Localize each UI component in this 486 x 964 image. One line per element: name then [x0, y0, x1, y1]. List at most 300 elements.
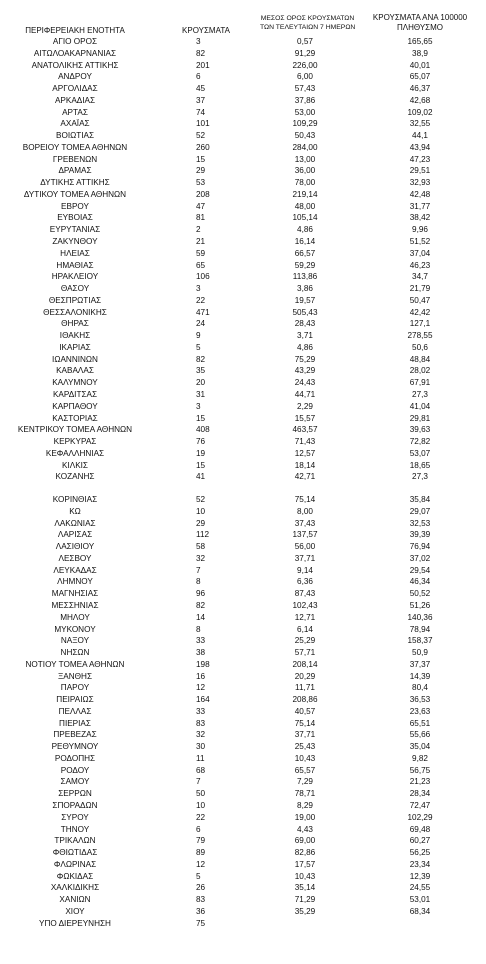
table-row [0, 342, 486, 354]
region-cell: ΜΑΓΝΗΣΙΑΣ [51, 589, 99, 599]
table-row [0, 718, 486, 730]
cases-cell: 15 [196, 460, 206, 470]
avg7-cell: 7,29 [297, 777, 313, 787]
per100k-cell: 29,81 [409, 413, 431, 423]
table-row [0, 494, 486, 506]
table-row [0, 529, 486, 541]
region-cell: ΙΘΑΚΗΣ [59, 331, 91, 341]
per100k-cell: 56,25 [409, 848, 431, 858]
avg7-cell: 0,57 [297, 37, 313, 46]
cases-cell: 471 [196, 307, 210, 317]
per100k-cell: 28,34 [409, 789, 431, 799]
cases-cell: 81 [196, 213, 206, 223]
per100k-cell: 48,84 [409, 354, 431, 364]
avg7-cell: 18,14 [294, 460, 316, 470]
per100k-cell: 39,63 [409, 425, 431, 435]
table-row [0, 518, 486, 530]
table-row [0, 682, 486, 694]
region-cell: ΙΚΑΡΙΑΣ [59, 342, 91, 352]
per100k-cell: 35,84 [409, 495, 431, 505]
per100k-cell: 109,02 [407, 107, 433, 117]
region-cell: ΛΕΥΚΑΔΑΣ [53, 565, 97, 575]
per100k-cell: 51,26 [409, 600, 431, 610]
cases-cell: 53 [196, 178, 206, 188]
per100k-cell: 76,94 [409, 542, 431, 552]
region-cell: ΒΟΡΕΙΟΥ ΤΟΜΕΑ ΑΘΗΝΩΝ [22, 142, 128, 152]
region-cell: ΑΡΤΑΣ [62, 107, 88, 117]
cases-cell: 101 [196, 119, 210, 129]
avg7-cell: 78,71 [294, 789, 316, 799]
cases-cell: 74 [196, 107, 206, 117]
cases-cell: 15 [196, 154, 206, 164]
region-cell: ΒΟΙΩΤΙΑΣ [55, 131, 95, 141]
per100k-cell: 158,37 [407, 636, 433, 646]
per100k-cell: 53,01 [409, 895, 431, 905]
avg7-cell: 35,29 [294, 906, 316, 916]
cases-cell: 201 [196, 60, 210, 70]
per100k-cell: 46,37 [409, 84, 431, 94]
avg7-cell: 36,00 [294, 166, 316, 176]
cases-cell: 36 [196, 906, 206, 916]
table-row [0, 283, 486, 295]
avg7-cell: 109,29 [292, 119, 318, 129]
region-cell: ΝΑΞΟΥ [60, 636, 90, 646]
cases-cell: 22 [196, 295, 206, 305]
avg7-cell: 6,00 [297, 72, 313, 82]
avg7-cell: 42,71 [294, 472, 316, 482]
cases-cell: 198 [196, 659, 210, 669]
table-row [0, 624, 486, 636]
region-cell: ΙΩΑΝΝΙΝΩΝ [52, 354, 98, 364]
cases-cell: 164 [196, 695, 210, 705]
table-row [0, 671, 486, 683]
per100k-cell: 32,93 [409, 178, 431, 188]
avg7-cell: 19,57 [294, 295, 316, 305]
per100k-cell: 50,52 [409, 589, 431, 599]
table-row [0, 788, 486, 800]
avg7-cell: 463,57 [292, 425, 318, 435]
table-row [0, 506, 486, 518]
table-row [0, 824, 486, 836]
per100k-cell: 28,02 [409, 366, 431, 376]
per100k-cell: 21,79 [409, 284, 431, 294]
avg7-cell: 65,57 [294, 765, 316, 775]
per100k-cell: 278,55 [407, 331, 433, 341]
avg7-cell: 53,00 [294, 107, 316, 117]
per100k-cell: 39,39 [409, 530, 431, 540]
cases-cell: 33 [196, 636, 206, 646]
avg7-cell: 113,86 [292, 272, 318, 282]
per100k-cell: 38,9 [412, 48, 428, 58]
table-row [0, 413, 486, 425]
table-row [0, 401, 486, 413]
region-cell: ΚΑΣΤΟΡΙΑΣ [52, 413, 98, 423]
region-cell: ΚΕΡΚΥΡΑΣ [53, 437, 97, 447]
region-cell: ΠΕΛΛΑΣ [58, 706, 92, 716]
per100k-cell: 42,42 [409, 307, 431, 317]
cases-cell: 3 [196, 401, 201, 411]
cases-cell: 83 [196, 895, 206, 905]
region-cell: ΠΑΡΟΥ [60, 683, 90, 693]
cases-cell: 45 [196, 84, 206, 94]
table-body [0, 36, 486, 929]
table-row [0, 177, 486, 189]
region-cell: ΤΡΙΚΑΛΩΝ [54, 836, 96, 846]
avg7-cell: 4,86 [297, 225, 313, 235]
region-cell: ΗΜΑΘΙΑΣ [56, 260, 94, 270]
table-row [0, 95, 486, 107]
cases-cell: 7 [196, 565, 201, 575]
table-row [0, 71, 486, 83]
per100k-cell: 46,34 [409, 577, 431, 587]
table-row [0, 330, 486, 342]
region-cell: ΡΟΔΟΠΗΣ [54, 753, 96, 763]
cases-cell: 8 [196, 624, 201, 634]
table-row [0, 107, 486, 119]
region-cell: ΧΙΟΥ [65, 906, 85, 916]
cases-cell: 10 [196, 801, 206, 810]
cases-cell: 12 [196, 683, 206, 693]
avg7-cell: 16,14 [294, 237, 316, 247]
per100k-cell: 55,66 [409, 730, 431, 740]
per100k-cell: 44,1 [412, 131, 428, 141]
table-row [0, 894, 486, 906]
avg7-cell: 2,29 [297, 401, 313, 411]
table-row [0, 307, 486, 319]
table-row [0, 694, 486, 706]
table-row [0, 424, 486, 436]
cases-cell: 20 [196, 378, 206, 388]
table-row [0, 236, 486, 248]
region-cell: ΧΑΝΙΩΝ [59, 895, 91, 905]
cases-cell: 7 [196, 777, 201, 787]
cases-cell: 260 [196, 142, 210, 152]
table-row [0, 165, 486, 177]
avg7-cell: 75,14 [294, 495, 316, 505]
per100k-cell: 29,51 [409, 166, 431, 176]
avg7-cell: 87,43 [294, 589, 316, 599]
region-cell: ΚΩ [69, 506, 81, 516]
table-row [0, 906, 486, 918]
avg7-cell: 56,00 [294, 542, 316, 552]
table-row [0, 118, 486, 130]
table-row [0, 612, 486, 624]
avg7-cell: 24,43 [294, 378, 316, 388]
cases-cell: 2 [196, 225, 201, 235]
per100k-cell: 43,94 [409, 142, 431, 152]
region-cell: ΔΡΑΜΑΣ [58, 166, 92, 176]
table-row [0, 576, 486, 588]
avg7-cell: 37,43 [294, 518, 316, 528]
avg7-cell: 9,14 [297, 565, 313, 575]
region-cell: ΚΟΡΙΝΘΙΑΣ [52, 495, 98, 505]
per100k-cell: 23,63 [409, 706, 431, 716]
avg7-cell: 20,29 [294, 671, 316, 681]
per100k-cell: 127,1 [409, 319, 431, 329]
avg7-cell: 10,43 [294, 871, 316, 881]
cases-cell: 14 [196, 612, 206, 622]
per100k-cell: 50,6 [412, 342, 428, 352]
per100k-cell: 9,96 [412, 225, 428, 235]
region-cell: ΜΕΣΣΗΝΙΑΣ [51, 600, 99, 610]
per100k-cell: 102,29 [407, 812, 433, 822]
table-row [0, 565, 486, 577]
region-cell: ΧΑΛΚΙΔΙΚΗΣ [50, 883, 100, 893]
region-cell: ΑΝΔΡΟΥ [58, 72, 92, 82]
avg7-cell: 284,00 [292, 142, 318, 152]
table-row [0, 448, 486, 460]
region-cell: ΤΗΝΟΥ [60, 824, 90, 834]
avg7-cell: 37,86 [294, 95, 316, 105]
table-row [0, 48, 486, 60]
per100k-cell: 37,04 [409, 248, 431, 258]
table-row [0, 541, 486, 553]
avg7-cell: 102,43 [292, 600, 318, 610]
avg7-cell: 50,43 [294, 131, 316, 141]
region-cell: ΘΑΣΟΥ [60, 284, 90, 294]
avg7-cell: 11,71 [295, 683, 315, 693]
region-cell: ΡΟΔΟΥ [60, 765, 90, 775]
avg7-cell: 4,43 [297, 824, 313, 834]
table-row [0, 354, 486, 366]
per100k-cell: 38,42 [409, 213, 431, 223]
region-cell: ΚΑΡΠΑΘΟΥ [52, 401, 98, 411]
region-cell: ΡΕΘΥΜΝΟΥ [51, 742, 99, 752]
per100k-cell: 36,53 [409, 695, 431, 705]
cases-cell: 5 [196, 871, 201, 881]
cases-cell: 50 [196, 789, 206, 799]
cases-cell: 58 [196, 542, 206, 552]
region-cell: ΚΑΡΔΙΤΣΑΣ [52, 389, 98, 399]
region-cell: ΓΡΕΒΕΝΩΝ [52, 154, 98, 164]
cases-cell: 68 [196, 765, 206, 775]
per100k-cell: 40,01 [409, 60, 431, 70]
per100k-cell: 68,34 [409, 906, 431, 916]
cases-cell: 15 [196, 413, 206, 423]
header-avg-line2: ΤΩΝ ΤΕΛΕΥΤΑΙΩΝ 7 ΗΜΕΡΩΝ [260, 24, 356, 31]
table-row [0, 130, 486, 142]
cases-cell: 9 [196, 331, 201, 341]
table-row [0, 189, 486, 201]
per100k-cell: 69,48 [409, 824, 431, 834]
cases-cell: 3 [196, 37, 201, 46]
header-cases: ΚΡΟΥΣΜΑΤΑ [182, 26, 230, 35]
header-per100k-line2: ΠΛΗΘΥΣΜΟ [396, 23, 444, 32]
region-cell: ΜΗΛΟΥ [60, 612, 90, 622]
cases-cell: 29 [196, 518, 206, 528]
per100k-cell: 29,54 [409, 565, 431, 575]
per100k-cell: 60,27 [409, 836, 431, 846]
cases-cell: 75 [196, 918, 206, 928]
cases-cell: 32 [196, 553, 206, 563]
table-row [0, 753, 486, 765]
table-row [0, 835, 486, 847]
per100k-cell: 65,07 [409, 72, 431, 82]
per100k-cell: 42,48 [409, 189, 431, 199]
cases-cell: 106 [196, 272, 210, 282]
cases-cell: 52 [196, 131, 206, 141]
avg7-cell: 10,43 [294, 753, 316, 763]
table-row [0, 859, 486, 871]
avg7-cell: 12,57 [294, 448, 316, 458]
region-cell: ΦΩΚΙΔΑΣ [56, 871, 94, 881]
cases-cell: 24 [196, 319, 206, 329]
per100k-cell: 24,55 [409, 883, 431, 893]
avg7-cell: 91,29 [294, 48, 316, 58]
per100k-cell: 56,75 [409, 765, 431, 775]
table-row [0, 295, 486, 307]
table-row [0, 83, 486, 95]
region-cell: ΦΛΩΡΙΝΑΣ [53, 859, 97, 869]
per100k-cell: 18,65 [409, 460, 431, 470]
table-row [0, 729, 486, 741]
region-cell: ΚΕΝΤΡΙΚΟΥ ΤΟΜΕΑ ΑΘΗΝΩΝ [17, 425, 133, 435]
table-row [0, 212, 486, 224]
region-cell: ΜΥΚΟΝΟΥ [54, 624, 96, 634]
region-cell: ΥΠΟ ΔΙΕΡΕΥΝΗΣΗ [39, 918, 111, 928]
cases-cell: 41 [196, 472, 206, 482]
region-cell: ΚΑΒΑΛΑΣ [56, 366, 94, 376]
region-cell: ΠΙΕΡΙΑΣ [59, 718, 91, 728]
cases-cell: 30 [196, 742, 206, 752]
header-per100k-line1: ΚΡΟΥΣΜΑΤΑ ΑΝΑ 100000 [372, 13, 468, 22]
region-cell: ΣΑΜΟΥ [60, 777, 90, 787]
region-cell: ΑΙΤΩΛΟΑΚΑΡΝΑΝΙΑΣ [33, 48, 117, 58]
table-row [0, 271, 486, 283]
table-row [0, 365, 486, 377]
table-row [0, 882, 486, 894]
table-row [0, 224, 486, 236]
region-cell: ΔΥΤΙΚΟΥ ΤΟΜΕΑ ΑΘΗΝΩΝ [23, 189, 127, 199]
region-cell: ΔΥΤΙΚΗΣ ΑΤΤΙΚΗΣ [40, 178, 110, 188]
avg7-cell: 3,71 [297, 331, 313, 341]
avg7-cell: 82,86 [294, 848, 316, 858]
per100k-cell: 50,9 [412, 648, 428, 658]
cases-cell: 112 [196, 530, 210, 540]
table-row [0, 389, 486, 401]
per100k-cell: 27,3 [412, 472, 428, 482]
avg7-cell: 208,14 [292, 659, 318, 669]
per100k-cell: 23,34 [409, 859, 431, 869]
region-cell: ΛΕΣΒΟΥ [58, 553, 92, 563]
per100k-cell: 46,23 [409, 260, 431, 270]
table-row [0, 318, 486, 330]
cases-cell: 22 [196, 812, 206, 822]
avg7-cell: 15,57 [294, 413, 316, 423]
cases-cell: 31 [196, 389, 206, 399]
region-cell: ΝΗΣΩΝ [60, 648, 90, 658]
per100k-cell: 165,65 [407, 37, 433, 46]
cases-cell: 26 [196, 883, 206, 893]
per100k-cell: 65,51 [409, 718, 431, 728]
table-row [0, 460, 486, 472]
table-row [0, 847, 486, 859]
cases-cell: 208 [196, 189, 210, 199]
avg7-cell: 219,14 [292, 189, 318, 199]
header-region: ΠΕΡΙΦΕΡΕΙΑΚΗ ΕΝΟΤΗΤΑ [25, 26, 125, 35]
per100k-cell: 78,94 [409, 624, 431, 634]
avg7-cell: 13,00 [294, 154, 316, 164]
per100k-cell: 9,82 [412, 753, 428, 763]
avg7-cell: 66,57 [294, 248, 316, 258]
region-cell: ΛΑΣΙΘΙΟΥ [55, 542, 95, 552]
per100k-cell: 80,4 [412, 683, 428, 693]
table-row [0, 659, 486, 671]
avg7-cell: 105,14 [292, 213, 318, 223]
per100k-cell: 14,39 [409, 671, 431, 681]
avg7-cell: 78,00 [294, 178, 316, 188]
header-avg-line1: ΜΕΣΟΣ ΟΡΟΣ ΚΡΟΥΣΜΑΤΩΝ [260, 15, 355, 22]
per100k-cell: 41,04 [409, 401, 431, 411]
cases-cell: 11 [196, 753, 205, 763]
cases-cell: 96 [196, 589, 206, 599]
cases-cell: 82 [196, 354, 206, 364]
per100k-cell: 37,02 [409, 553, 431, 563]
region-cell: ΗΛΕΙΑΣ [60, 248, 90, 258]
table-row [0, 36, 486, 48]
cases-cell: 29 [196, 166, 206, 176]
avg7-cell: 208,86 [292, 695, 318, 705]
table-row [0, 471, 486, 483]
table-row [0, 647, 486, 659]
per100k-cell: 32,53 [409, 518, 431, 528]
cases-cell: 47 [196, 201, 206, 211]
region-cell: ΦΘΙΩΤΙΔΑΣ [52, 848, 98, 858]
region-cell: ΑΧΑΪΑΣ [60, 119, 90, 129]
avg7-cell: 28,43 [294, 319, 316, 329]
avg7-cell: 75,14 [294, 718, 316, 728]
cases-cell: 33 [196, 706, 206, 716]
table-row [0, 765, 486, 777]
avg7-cell: 8,00 [297, 506, 313, 516]
cases-cell: 19 [196, 448, 206, 458]
table-row [0, 436, 486, 448]
table-row [0, 635, 486, 647]
avg7-cell: 226,00 [292, 60, 318, 70]
per100k-cell: 37,37 [409, 659, 431, 669]
avg7-cell: 71,29 [294, 895, 316, 905]
table-header [0, 0, 486, 36]
region-cell: ΝΟΤΙΟΥ ΤΟΜΕΑ ΑΘΗΝΩΝ [25, 659, 125, 669]
region-cell: ΠΕΙΡΑΙΩΣ [56, 695, 94, 705]
region-cell: ΚΑΛΥΜΝΟΥ [52, 378, 98, 388]
region-cell: ΘΕΣΠΡΩΤΙΑΣ [48, 295, 102, 305]
cases-cell: 21 [196, 237, 206, 247]
cases-cell: 6 [196, 824, 201, 834]
region-cell: ΘΗΡΑΣ [61, 319, 89, 329]
per100k-cell: 140,36 [407, 612, 433, 622]
per100k-cell: 67,91 [409, 378, 431, 388]
table-row [0, 812, 486, 824]
cases-cell: 89 [196, 848, 206, 858]
region-cell: ΑΓΙΟ ΟΡΟΣ [52, 37, 98, 46]
cases-cell: 38 [196, 648, 206, 658]
table-row [0, 553, 486, 565]
avg7-cell: 44,71 [294, 389, 316, 399]
per100k-cell: 27,3 [412, 389, 428, 399]
region-cell: ΛΑΚΩΝΙΑΣ [54, 518, 96, 528]
region-cell: ΗΡΑΚΛΕΙΟΥ [51, 272, 99, 282]
per100k-cell: 32,55 [409, 119, 431, 129]
per100k-cell: 72,82 [409, 437, 431, 447]
table-row [0, 776, 486, 788]
table-row [0, 600, 486, 612]
avg7-cell: 35,14 [294, 883, 316, 893]
cases-cell: 3 [196, 284, 201, 294]
table-row [0, 871, 486, 883]
per100k-cell: 50,47 [409, 295, 431, 305]
cases-cell: 82 [196, 600, 206, 610]
